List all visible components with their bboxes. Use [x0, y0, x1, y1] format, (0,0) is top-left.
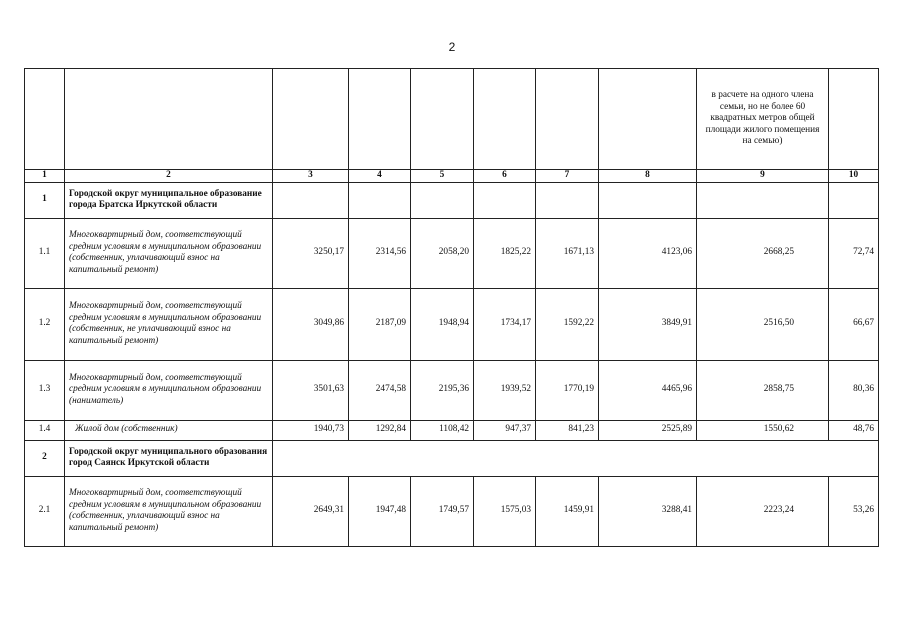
group-row — [25, 182, 879, 218]
column-number: 9 — [697, 170, 829, 183]
column-number: 8 — [599, 170, 697, 183]
table-row — [25, 420, 879, 440]
group-number: 2 — [25, 440, 65, 476]
value-cell: 2516,50 — [697, 288, 829, 360]
group-row — [25, 440, 879, 476]
row-number: 1.1 — [25, 218, 65, 288]
tariff-table — [24, 68, 879, 547]
column-number: 10 — [829, 170, 879, 183]
empty-cell — [829, 182, 879, 218]
value-cell: 1108,42 — [411, 420, 474, 440]
table-row — [25, 476, 879, 546]
value-cell: 1770,19 — [536, 360, 599, 420]
value-cell: 1749,57 — [411, 476, 474, 546]
header-note: в расчете на одного члена семьи, но не более 60 квадратных метров общей площади жилого помещения на семью) — [697, 69, 829, 170]
header-cell — [536, 69, 599, 170]
row-description: Жилой дом (собственник) — [65, 420, 273, 440]
value-cell: 2668,25 — [697, 218, 829, 288]
value-cell: 1940,73 — [273, 420, 349, 440]
value-cell: 1459,91 — [536, 476, 599, 546]
header-cell — [25, 69, 65, 170]
column-number: 3 — [273, 170, 349, 183]
value-cell: 2223,24 — [697, 476, 829, 546]
empty-cell — [411, 182, 474, 218]
row-description: Многоквартирный дом, соответствующий средним условиям в муниципальном образовании (собственник, не уплачивающий взнос на капитальный ремонт) — [65, 288, 273, 360]
value-cell: 2058,20 — [411, 218, 474, 288]
column-number: 6 — [474, 170, 536, 183]
empty-cell — [349, 182, 411, 218]
column-number: 7 — [536, 170, 599, 183]
value-cell: 48,76 — [829, 420, 879, 440]
table-row — [25, 288, 879, 360]
empty-cell — [536, 182, 599, 218]
value-cell: 3250,17 — [273, 218, 349, 288]
row-number: 1.3 — [25, 360, 65, 420]
value-cell: 1825,22 — [474, 218, 536, 288]
value-cell: 3288,41 — [599, 476, 697, 546]
value-cell: 2858,75 — [697, 360, 829, 420]
empty-cell — [474, 182, 536, 218]
value-cell: 66,67 — [829, 288, 879, 360]
value-cell: 2314,56 — [349, 218, 411, 288]
value-cell: 1947,48 — [349, 476, 411, 546]
row-number: 1.4 — [25, 420, 65, 440]
group-number: 1 — [25, 182, 65, 218]
value-cell: 72,74 — [829, 218, 879, 288]
row-number: 1.2 — [25, 288, 65, 360]
empty-cell — [697, 182, 829, 218]
value-cell: 80,36 — [829, 360, 879, 420]
value-cell: 2187,09 — [349, 288, 411, 360]
value-cell: 841,23 — [536, 420, 599, 440]
value-cell: 1550,62 — [697, 420, 829, 440]
header-cell — [349, 69, 411, 170]
row-description: Многоквартирный дом, соответствующий средним условиям в муниципальном образовании (собственник, уплачивающий взнос на капитальный ремонт) — [65, 476, 273, 546]
row-number: 2.1 — [25, 476, 65, 546]
header-cell — [829, 69, 879, 170]
header-cell — [474, 69, 536, 170]
value-cell: 1939,52 — [474, 360, 536, 420]
row-description: Многоквартирный дом, соответствующий средним условиям в муниципальном образовании (наниматель) — [65, 360, 273, 420]
value-cell: 53,26 — [829, 476, 879, 546]
header-cell — [599, 69, 697, 170]
value-cell: 3849,91 — [599, 288, 697, 360]
column-number: 5 — [411, 170, 474, 183]
value-cell: 4123,06 — [599, 218, 697, 288]
page-number: 2 — [448, 40, 456, 54]
header-cell — [273, 69, 349, 170]
value-cell: 947,37 — [474, 420, 536, 440]
value-cell: 2195,36 — [411, 360, 474, 420]
value-cell: 1292,84 — [349, 420, 411, 440]
empty-cell — [273, 440, 879, 476]
value-cell: 3049,86 — [273, 288, 349, 360]
value-cell: 4465,96 — [599, 360, 697, 420]
value-cell: 2474,58 — [349, 360, 411, 420]
value-cell: 2649,31 — [273, 476, 349, 546]
column-number: 4 — [349, 170, 411, 183]
value-cell: 1734,17 — [474, 288, 536, 360]
group-name: Городской округ муниципального образования город Саянск Иркутской области — [65, 440, 273, 476]
table-row — [25, 218, 879, 288]
value-cell: 3501,63 — [273, 360, 349, 420]
empty-cell — [599, 182, 697, 218]
table-row — [25, 360, 879, 420]
row-description: Многоквартирный дом, соответствующий средним условиям в муниципальном образовании (собственник, уплачивающий взнос на капитальный ремонт) — [65, 218, 273, 288]
column-number: 1 — [25, 170, 65, 183]
header-cell — [65, 69, 273, 170]
header-cell — [411, 69, 474, 170]
value-cell: 1575,03 — [474, 476, 536, 546]
value-cell: 2525,89 — [599, 420, 697, 440]
empty-cell — [273, 182, 349, 218]
column-number: 2 — [65, 170, 273, 183]
group-name: Городской округ муниципальное образование города Братска Иркутской области — [65, 182, 273, 218]
column-number-row — [25, 170, 879, 183]
value-cell: 1948,94 — [411, 288, 474, 360]
value-cell: 1671,13 — [536, 218, 599, 288]
value-cell: 1592,22 — [536, 288, 599, 360]
header-row — [25, 69, 879, 170]
